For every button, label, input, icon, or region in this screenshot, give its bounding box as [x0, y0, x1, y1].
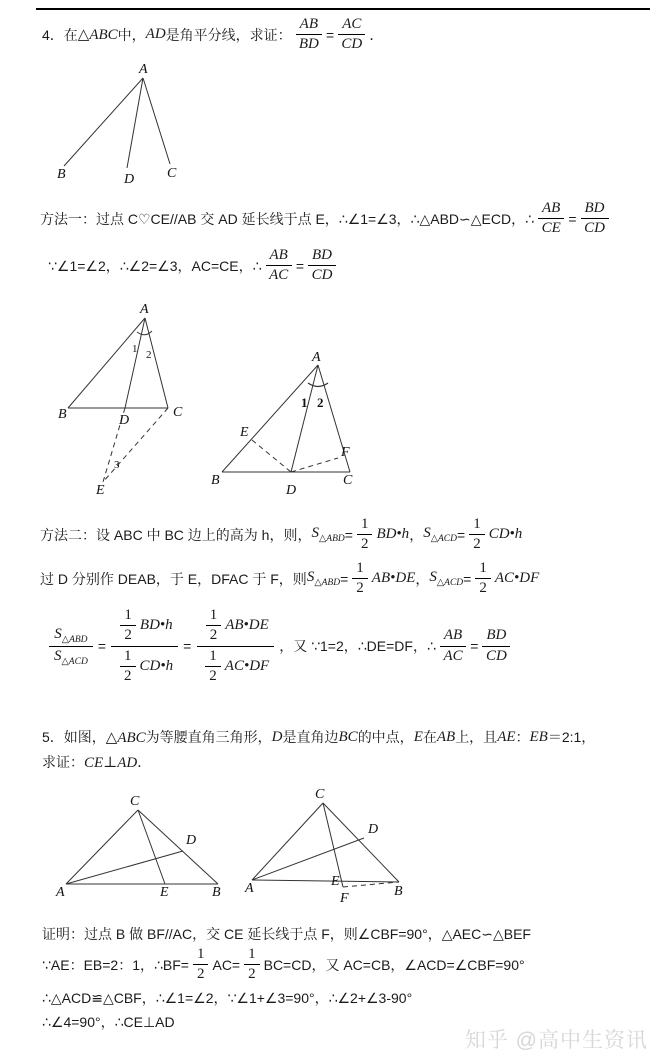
edge-AB — [64, 78, 143, 166]
method2-line1 — [40, 516, 522, 554]
fraction-numerator: BD — [482, 627, 510, 646]
fraction-numerator — [49, 625, 92, 647]
angle-arc-A — [137, 331, 152, 335]
edge-CB — [323, 803, 399, 882]
math-run: AB•DE — [371, 570, 416, 587]
text-run: 求证： — [42, 754, 84, 770]
figure3-method2-construction — [207, 352, 372, 502]
angle-label-2: 2 — [146, 349, 152, 361]
fraction-denominator: CD — [584, 220, 605, 237]
method1-line1 — [40, 200, 613, 238]
fraction-numerator: AB — [440, 627, 466, 646]
fraction-denominator: 2 — [479, 580, 487, 597]
fraction-numerator: 1 — [357, 516, 373, 535]
area-symbol-base: S — [429, 569, 437, 586]
area-symbol-subscript: △ABD — [61, 634, 88, 645]
vertex-label-D: D — [286, 483, 297, 498]
vertex-label-F: F — [340, 891, 349, 906]
text-run: 上，且 — [455, 729, 498, 745]
angle-arc-A — [308, 383, 328, 387]
text-run: ∵AE：EB=2：1，∴BF= — [42, 956, 189, 973]
text-run: ∴△ACD≌△CBF，∴∠1=∠2，∵∠1+∠3=90°，∴∠2+∠3-90° — [42, 990, 413, 1006]
fraction — [469, 516, 485, 554]
problem5-line1 — [42, 727, 595, 747]
text-run: ． — [137, 754, 152, 770]
text-run: 过 D 分别作 DEAB，于 E，DFAC 于 F，则 — [40, 570, 307, 587]
math-run: AC•DF — [494, 570, 540, 587]
edge-FB — [343, 882, 399, 887]
vertex-label-F: F — [341, 445, 350, 460]
area-symbol-base: S — [54, 625, 62, 642]
fraction-denominator: 2 — [196, 966, 205, 983]
fraction-numerator: 1 — [244, 946, 260, 965]
edge-AD — [66, 851, 183, 884]
fraction-denominator: 2 — [209, 667, 217, 684]
fraction-numerator: AB — [266, 247, 292, 266]
edge-CB — [138, 810, 218, 884]
text-run: = — [457, 526, 466, 543]
text-run: = — [463, 570, 472, 587]
edge-CE — [138, 810, 165, 884]
vertex-label-A: A — [245, 881, 254, 896]
fraction-numerator — [111, 606, 177, 647]
text-run: ： — [515, 729, 530, 745]
fraction-numerator — [197, 606, 274, 647]
fraction — [206, 607, 222, 645]
text-run: BC=CD，又 AC=CB，∠ACD=∠CBF=90° — [263, 956, 525, 973]
edge-AB — [252, 880, 399, 882]
fraction-numerator: 1 — [352, 560, 368, 579]
method1-line2 — [48, 247, 340, 285]
fraction-denominator: AC — [269, 267, 289, 284]
area-symbol-base: S — [306, 569, 315, 586]
watermark: 知乎 @高中生资讯 — [464, 1029, 648, 1052]
text-run: ， — [415, 570, 430, 587]
math-run: BD•h — [139, 617, 173, 634]
fraction-numerator: AB — [538, 200, 564, 219]
fraction-denominator: AC — [443, 647, 463, 664]
fraction — [266, 247, 292, 285]
edge-AC — [252, 803, 323, 880]
vertex-label-B: B — [212, 885, 221, 900]
text-run: 在 — [422, 729, 437, 745]
angle-label-3: 3 — [114, 459, 120, 471]
vertex-label-A: A — [312, 350, 321, 365]
fraction — [538, 200, 564, 238]
text-run: ∵∠1=∠2，∴∠2=∠3，AC=CE，∴ — [48, 257, 262, 274]
figure2-method1-construction — [48, 302, 198, 502]
area-symbol-subscript: △ABD — [314, 578, 341, 589]
angle-label-1: 1 — [132, 343, 138, 355]
fraction-denominator: 2 — [124, 667, 132, 684]
math-run: CE⊥AD — [84, 754, 138, 771]
area-symbol-base: S — [311, 525, 319, 542]
text-run: = — [326, 26, 335, 43]
area-symbol-subscript: △ABD — [318, 534, 345, 545]
method2-line3 — [44, 606, 514, 686]
fraction-numerator: 1 — [206, 607, 222, 626]
math-run: AB•DE — [225, 617, 269, 634]
vertex-label-E: E — [240, 425, 249, 440]
area-symbol — [311, 525, 344, 544]
text-run: = — [470, 638, 479, 654]
fraction-numerator: BD — [308, 247, 336, 266]
edge-ED — [252, 440, 291, 472]
vertex-label-D: D — [186, 833, 197, 848]
area-symbol-base: S — [54, 647, 62, 664]
math-run: △ABC — [77, 27, 118, 44]
text-run: ∴∠4=90°，∴CE⊥AD — [42, 1014, 175, 1030]
vertex-label-A: A — [56, 885, 65, 900]
fraction-denominator: BD — [298, 36, 319, 53]
vertex-label-B: B — [58, 407, 67, 422]
vertex-label-B: B — [57, 167, 66, 182]
edge-AD — [125, 318, 145, 408]
big-fraction — [196, 606, 274, 686]
fraction-denominator: CD — [341, 36, 363, 53]
fraction — [338, 16, 365, 54]
text-run: 中， — [117, 26, 146, 43]
text-run: = — [97, 638, 106, 654]
fraction-numerator: AC — [338, 16, 365, 35]
edge-AB — [222, 365, 318, 472]
text-run: 5．如图， — [42, 729, 106, 745]
area-symbol — [307, 569, 340, 588]
text-run: 是角平分线，求证： — [165, 26, 292, 43]
math-run: E — [413, 728, 423, 745]
area-symbol — [429, 569, 463, 588]
fraction — [352, 560, 368, 598]
vertex-label-D: D — [124, 172, 135, 187]
fraction-denominator — [196, 647, 274, 687]
area-symbol-subscript: △ACD — [436, 578, 464, 589]
figure4-problem5-left — [48, 792, 228, 904]
fraction-denominator: 2 — [248, 966, 256, 983]
fraction — [193, 946, 209, 984]
fraction — [244, 946, 260, 984]
fraction-denominator: CD — [311, 267, 333, 284]
vertex-label-A: A — [140, 302, 149, 317]
vertex-label-E: E — [160, 885, 169, 900]
vertex-label-D: D — [119, 413, 130, 428]
fraction-denominator: 2 — [356, 580, 364, 597]
vertex-label-C: C — [173, 405, 183, 420]
text-run: 方法二：设 ABC 中 BC 边上的高为 h，则， — [40, 526, 312, 543]
fraction-numerator: 1 — [193, 946, 209, 965]
figure5-problem5-right — [243, 787, 413, 910]
fraction-denominator: 2 — [209, 627, 218, 644]
problem5-line2 — [42, 752, 151, 772]
math-run: AC•DF — [224, 657, 270, 674]
text-run: = — [344, 526, 353, 543]
proof-line3 — [42, 988, 412, 1008]
angle-label-2: 2 — [317, 395, 324, 410]
area-symbol — [423, 525, 457, 544]
fraction-numerator: 1 — [469, 516, 485, 535]
text-run: ，又 ∵1=2，∴DE=DF，∴ — [279, 638, 436, 654]
text-run: 4．在 — [42, 26, 78, 43]
fraction-denominator: 2 — [124, 627, 132, 644]
math-run: △ABC — [105, 729, 146, 746]
fraction — [308, 247, 336, 285]
text-run: = — [340, 570, 349, 587]
area-symbol-base: S — [423, 525, 431, 542]
math-run: BD•h — [376, 526, 410, 543]
fraction — [440, 627, 466, 665]
text-run: = — [295, 257, 305, 274]
top-divider — [36, 8, 650, 10]
proof-line1 — [42, 924, 531, 944]
text-run: 方法一：过点 C♡CE//AB 交 AD 延长线于点 E，∴∠1=∠3，∴△ABD∽△ECD，∴ — [40, 210, 534, 227]
fraction — [120, 648, 136, 686]
area-symbol-subscript: △ACD — [430, 534, 457, 545]
math-run: AB — [436, 728, 456, 745]
text-run: 的中点， — [357, 729, 414, 745]
edge-AC — [143, 78, 170, 164]
text-run: 是直角边 — [282, 729, 339, 745]
edge-DF — [291, 458, 338, 472]
fraction-denominator — [49, 647, 93, 668]
math-run: BC — [338, 728, 358, 745]
fraction-denominator — [111, 647, 178, 687]
vertex-label-C: C — [167, 166, 177, 181]
fraction — [357, 516, 373, 554]
fraction-numerator: 1 — [205, 648, 221, 667]
text-run: = — [183, 638, 192, 654]
text-run: AC= — [212, 956, 241, 973]
vertex-label-E: E — [96, 483, 105, 498]
vertex-label-B: B — [394, 884, 403, 899]
edge-AB — [68, 318, 145, 408]
vertex-label-D: D — [368, 822, 379, 837]
vertex-label-C: C — [343, 473, 353, 488]
fraction — [581, 200, 609, 238]
fraction — [205, 648, 221, 686]
fraction-denominator: CE — [541, 220, 561, 237]
vertex-label-C: C — [130, 794, 140, 809]
edge-AD — [127, 78, 143, 168]
big-fraction — [49, 625, 93, 668]
text-run: ＝2:1， — [547, 729, 596, 745]
fraction-numerator: 1 — [120, 648, 136, 667]
math-run: D — [271, 728, 283, 745]
edge-AC — [145, 318, 168, 408]
math-run: AE — [497, 728, 516, 745]
vertex-label-C: C — [315, 787, 325, 802]
method2-line2 — [40, 560, 539, 598]
problem4-statement — [42, 16, 383, 54]
proof-line4 — [42, 1012, 175, 1032]
text-run: = — [568, 210, 577, 227]
vertex-label-B: B — [211, 473, 220, 488]
fraction — [482, 627, 510, 665]
math-run: AD — [145, 26, 166, 43]
edge-CE — [103, 408, 168, 482]
text-run: 为等腰直角三角形， — [145, 729, 272, 745]
proof-line2 — [42, 946, 525, 984]
angle-label-1: 1 — [301, 395, 308, 410]
fraction-denominator: CD — [485, 647, 507, 664]
math-run: EB — [529, 728, 548, 745]
fraction — [475, 560, 491, 598]
text-run: ． — [369, 26, 384, 43]
fraction — [296, 16, 322, 54]
area-symbol-subscript: △ACD — [61, 656, 88, 667]
math-run: CD•h — [139, 657, 174, 674]
text-run: ， — [409, 526, 424, 543]
area-symbol — [54, 648, 88, 667]
area-symbol — [54, 626, 87, 645]
figure1-angle-bisector — [40, 62, 240, 192]
edge-AD — [252, 838, 364, 880]
edge-AC — [66, 810, 138, 884]
fraction-denominator: 2 — [473, 536, 481, 553]
big-fraction — [111, 606, 178, 686]
fraction-numerator: 1 — [475, 560, 491, 579]
vertex-label-A: A — [139, 62, 148, 77]
fraction-numerator: 1 — [120, 607, 136, 626]
fraction — [120, 607, 136, 645]
text-run: 证明：过点 B 做 BF//AC，交 CE 延长线于点 F，则∠CBF=90°，△AEC∽△BEF — [42, 926, 531, 942]
math-run: CD•h — [488, 526, 523, 543]
fraction-numerator: AB — [296, 16, 322, 35]
vertex-label-E: E — [331, 874, 340, 889]
fraction-numerator: BD — [581, 200, 609, 219]
fraction-denominator: 2 — [360, 536, 369, 553]
edge-AD — [291, 365, 318, 472]
